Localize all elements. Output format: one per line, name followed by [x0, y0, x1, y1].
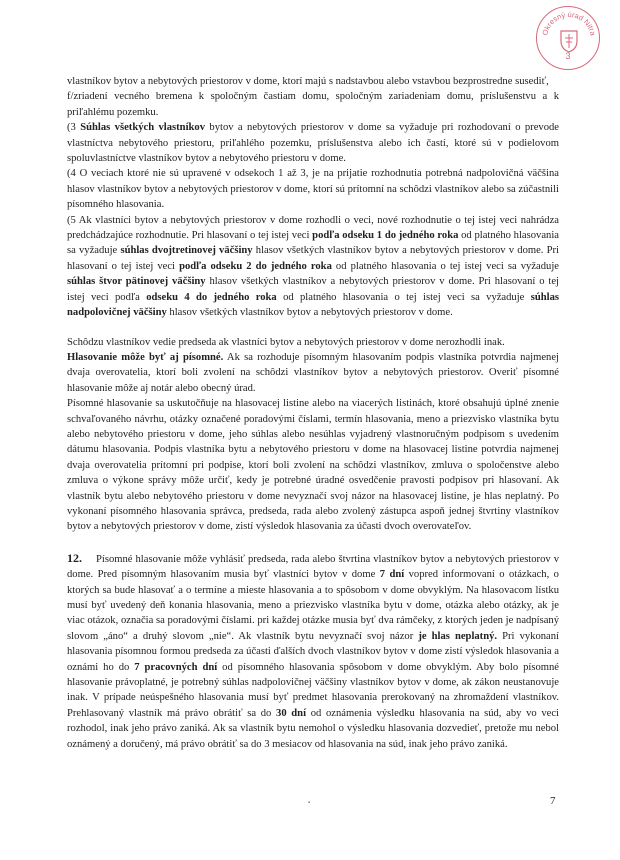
bold-text: odseku 4 do jedného roka [146, 291, 277, 303]
text-segment: vlastníkov bytov a nebytových priestorov v dome, ktorí majú s nadstavbou alebo vstavbou bezprostredne susediť, [67, 76, 549, 87]
bold-text: podľa odseku 2 do jedného roka [179, 260, 332, 272]
stamp-number: 3 [565, 51, 571, 61]
bold-text: 30 dní [276, 707, 307, 719]
stamp-text: Okresný úrad Nitra [540, 9, 598, 37]
text-segment: hlasov všetkých vlastníkov bytov a nebytových priestorov v dome. Pri hlasovaní o tej istej veci [67, 245, 560, 272]
paragraph [67, 350, 559, 396]
text-segment: Písomné hlasovanie môže vyhlásiť predseda, rada alebo štvrtina vlastníkov bytov a nebytových priestorov v dome. Pred písomným hlasovaním musia byť vlastníci bytov v dome [67, 553, 559, 581]
document-body [67, 74, 559, 752]
text-segment: od oznámenia výsledku hlasovania na súd, aby vo veci rozhodol, inak jeho právo zaniká. Ak sa vlastník bytu nemohol o výsledku hlasovania dozvedieť, pretože mu nebol oznámený a doručený, má právo obrátiť sa do 3 mesiacov od hlasovania na súd, inak jeho právo zaniká. [67, 707, 559, 750]
text-segment: Schôdzu vlastníkov vedie predseda ak vlastníci bytov a nebytových priestorov v dome nerozhodli inak. [67, 336, 505, 348]
text-segment: bytov a nebytových priestorov v dome sa vyžaduje pri rozhodovaní o prevode vlastníctva nebytového priestoru, priľahlého pozemku, príslušenstva alebo ich častí, ktoré sú v podielovom spoluvlastníctve vlastníkov bytov a nebytového priestoru v dome. [67, 122, 560, 165]
text-segment: vopred informovaní o otázkach, o ktorých sa bude hlasovať a o termíne a mieste hlasovania a to spôsobom v dome obvyklým. Na hlasovacom lístku musí byť uvedený deň konania hlasovania, meno a priezvisko vlastníka bytu v dome, otázka alebo otázky, ak je viac otázok, označia sa poradovými číslami. pri každej otázke musia byť dva rámčeky, z ktorých jeden je nadpísaný slovom „áno“ a druhý slovom „nie“. Ak vlastník bytu nevyznačí svoj názor [67, 569, 559, 642]
bold-text: Súhlas všetkých vlastníkov [80, 122, 206, 134]
svg-text:Okresný úrad Nitra [540, 10, 598, 37]
paragraph [67, 120, 559, 166]
paragraph [67, 396, 559, 535]
text-segment: (4 O veciach ktoré nie sú upravené v odsekoch 1 až 3, je na prijatie rozhodnutia potrebná nadpolovičná väčšina hlasov vlastníkov bytov a nebytových priestorov v dome, ktorí sú prítomní na schôdzi vlastníkov alebo sa zúčastnili písomného hlasovania. [67, 168, 559, 211]
text-segment: od platného hlasovania o tej istej veci sa vyžaduje [276, 291, 531, 303]
text-segment: Ak sa rozhoduje písomným hlasovaním podpis vlastníka potvrdia najmenej dvaja overovatelia, ktorí boli zvolení na schôdzi vlastníkov bytov a nebytových priestorov. Overiť písomné hlasovanie môže aj notár alebo obecný úrad. [67, 351, 559, 394]
bold-text: súhlas štvor pätinovej väčšiny [67, 276, 206, 288]
text-segment: (3 [67, 122, 81, 134]
bold-text: súhlas nadpolovičnej väčšiny [67, 291, 559, 319]
text-segment: od platného hlasovania o tej istej veci sa vyžaduje [331, 260, 559, 272]
text-segment: hlasov všetkých vlastníkov a nebytových priestorov v dome. Pri hlasovaní o tej istej veci podľa [67, 276, 559, 303]
stamp-emblem-icon [537, 7, 601, 71]
text-segment: Písomné hlasovanie sa uskutočňuje na hlasovacej listine alebo na viacerých listinách, ktoré obsahujú úplné znenie schvaľovaného návrhu, otázky označené poradovými číslami, termín hlasovania, meno a priezvisko vlastníka bytu alebo nebytového priestoru v dome, jeho súhlas alebo nesúhlas vyjadrený vlastnoručným podpisom s uvedením dátumu hlasovania. Podpis vlastníka bytu a nebytového priestoru v dome na hlasovacej listine potvrdia najmenej dvaja overovatelia prítomní pri podpise, ktorí boli zvolení na schôdzi vlastníkov, zmluva o spoločenstve alebo zmluva o výkone správy môže určiť, kedy je potrebné úradné osvedčenie pravosti podpisov pri hlasovaní. Ak vlastník bytu alebo nebytového priestoru v dome nevyznačí svoj názor na hlasovacej listine, je hlas neplatný. Po vykonaní písomného hlasovania správca, predseda, rada alebo zvolený zástupca aspoň jednej štvrtiny vlastníkov bytov a nebytových priestorov v dome, zistí výsledok hlasovania za účasti dvoch overovateľov. [67, 398, 559, 533]
office-stamp [536, 6, 600, 70]
text-segment: hlasov všetkých vlastníkov bytov a nebytových priestorov v dome. [166, 307, 453, 319]
bold-text: je hlas neplatný. [418, 630, 498, 642]
bold-text: súhlas dvojtretinovej väčšiny [120, 245, 253, 257]
paragraph [67, 335, 559, 350]
bold-text: 7 dní [379, 569, 405, 581]
paragraph [67, 213, 559, 321]
paragraph [67, 166, 559, 212]
section-number: 12. [67, 550, 82, 565]
bold-text: podľa odseku 1 do jedného roka [312, 230, 459, 242]
text-segment: Pri vykonaní hlasovania písomnou formou predseda za účasti ďalších dvoch vlastníkov bytov v dome zistí výsledok hlasovania a oznámi ho do [67, 630, 559, 673]
text-segment: f/zriadení vecného bremena k spoločným častiam domu, spoločným zariadeniam domu, príslušenstvu a k priľahlému pozemku. [67, 91, 559, 118]
text-segment: od písomného hlasovania spôsobom v dome obvyklým. Aby bolo písomné hlasovanie právoplatné, je potrebný súhlas nadpolovičnej väčšiny vlastníkov bytov v dome, ak zákon neustanovuje inak. V prípade neúspešného hlasovania musí byť predmet hlasovania prerokovaný na zhromaždení vlastníkov. Prehlasovaný vlastník má právo obrátiť sa do [67, 661, 559, 719]
paragraph [67, 89, 559, 120]
page-number: 7 [550, 795, 556, 807]
page-mark: ▪ [308, 800, 311, 806]
text-segment: od platného hlasovania sa vyžaduje [67, 230, 559, 257]
bold-text: Hlasovanie môže byť aj písomné. [67, 351, 224, 363]
text-segment: (5 Ak vlastníci bytov a nebytových priestorov v dome rozhodli o veci, nové rozhodnutie o tej istej veci nahrádza predchádzajúce rozhodnutie. Pri hlasovaní o tej istej veci [67, 214, 559, 242]
paragraph [67, 74, 559, 89]
bold-text: 7 pracovných dní [134, 661, 218, 673]
paragraph [67, 551, 559, 752]
